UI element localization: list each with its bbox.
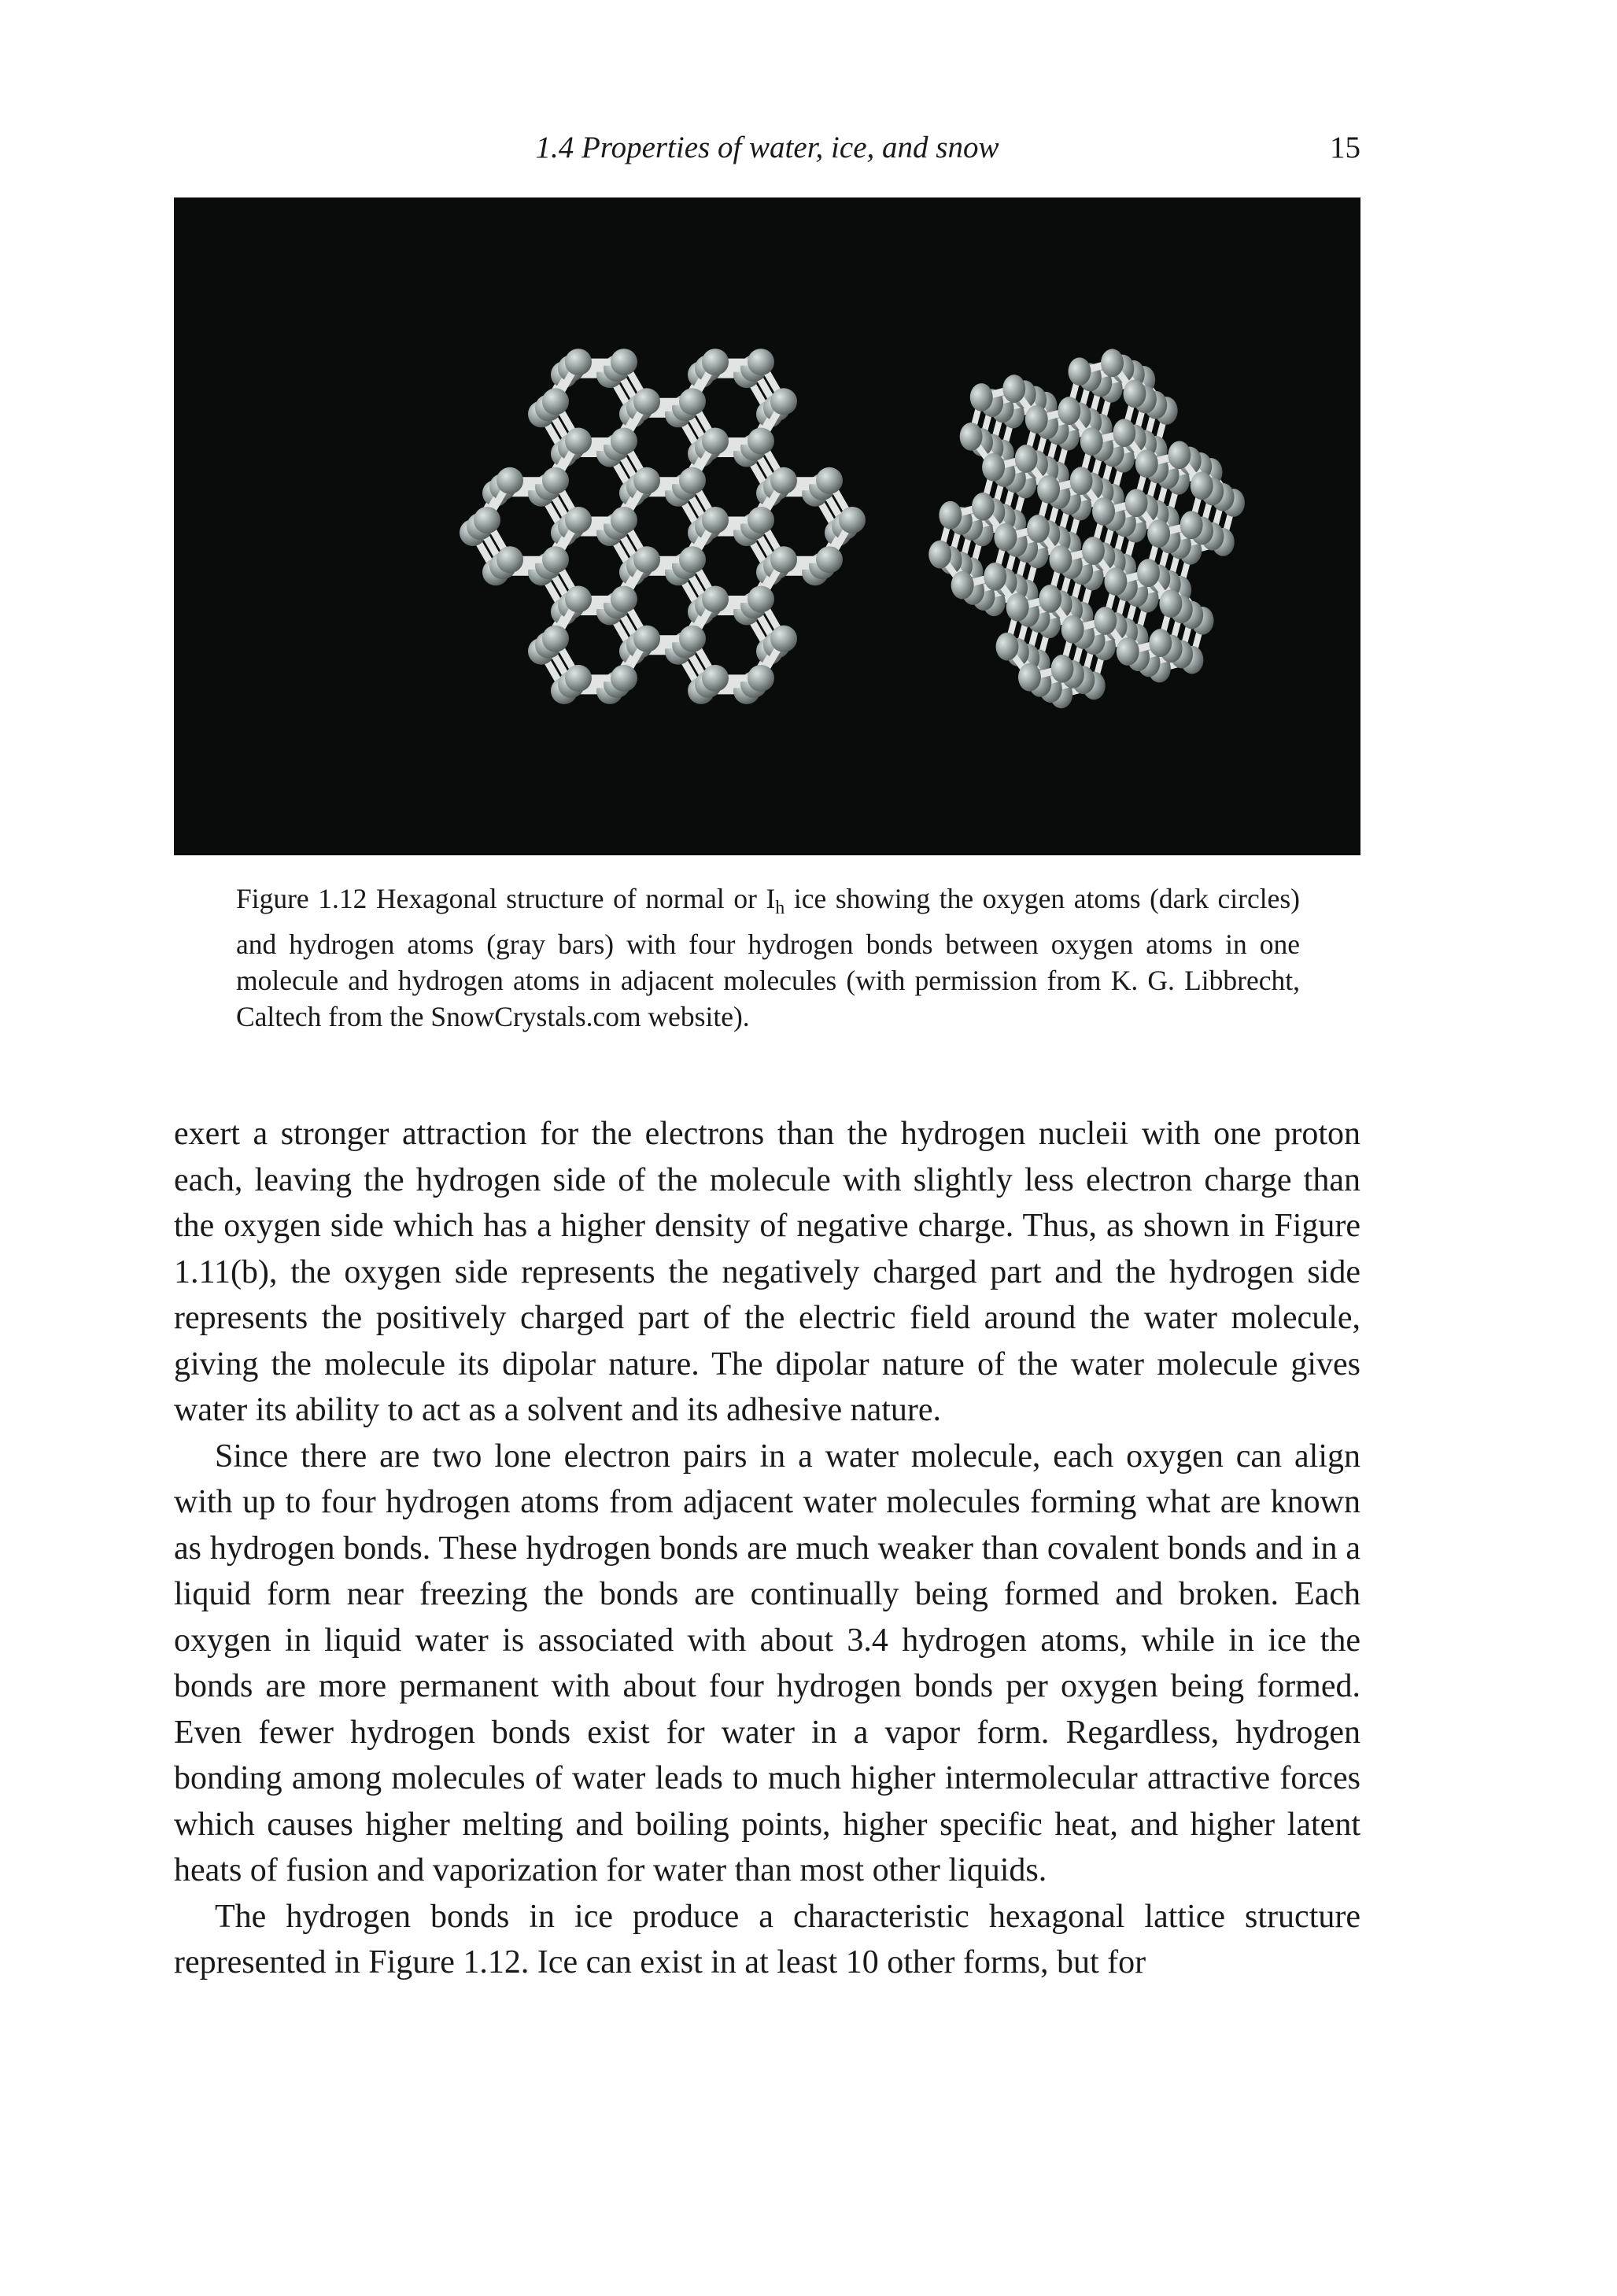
- caption-label: Figure 1.12: [236, 883, 367, 914]
- oxygen-atom: [702, 428, 729, 455]
- oxygen-atom: [679, 388, 706, 415]
- oxygen-atom: [611, 428, 637, 455]
- oxygen-atom: [702, 507, 729, 533]
- page-number: 15: [1330, 131, 1360, 164]
- oxygen-atom: [565, 585, 592, 612]
- oxygen-atom: [497, 467, 523, 494]
- caption-text-end: ice showing the oxygen atoms (dark circles) and hydrogen atoms (gray bars) with four hydrogen bonds between oxygen atoms in one molecule and hydrogen atoms in adjacent molecules (with permission from K. G. Libbrecht, Caltech from the SnowCrystals.com website).: [236, 883, 1301, 1032]
- oxygen-atom: [542, 626, 569, 652]
- oxygen-atom: [748, 349, 774, 375]
- oxygen-atom: [770, 388, 797, 415]
- oxygen-atom: [679, 467, 706, 494]
- paragraph: Since there are two lone electron pairs in a water molecule, each oxygen can align with up to four hydrogen atoms from adjacent water molecules forming what are known as hydrogen bonds. These hydrogen bonds are much weaker than covalent bonds and in a liquid form near freezing the bonds are continually being formed and broken. Each oxygen in liquid water is associated with about 3.4 hydrogen atoms, while in ice the bonds are more permanent with about four hydrogen bonds per oxygen being formed. Even fewer hydrogen bonds exist for water in a vapor form. Regardless, hydrogen bonding among molecules of water leads to much higher intermolecular attractive forces which causes higher melting and boiling points, higher specific heat, and higher latent heats of fusion and vaporization for water than most other liquids.: [174, 1438, 1360, 1888]
- oxygen-atom: [611, 507, 637, 533]
- oxygen-atom: [839, 507, 866, 533]
- ice-lattice-illustration: [174, 197, 1360, 855]
- caption-text-start: Hexagonal structure of normal or I: [375, 883, 776, 914]
- oxygen-atom: [770, 626, 797, 652]
- oxygen-atom: [611, 349, 637, 375]
- running-title: 1.4 Properties of water, ice, and snow: [535, 131, 999, 164]
- oxygen-atom: [633, 626, 660, 652]
- oxygen-atom: [611, 665, 637, 692]
- body-text: [174, 1111, 1360, 1986]
- running-head: [174, 124, 1360, 172]
- oxygen-atom: [565, 507, 592, 533]
- lattice-top-view: [460, 349, 866, 704]
- oxygen-atom: [633, 388, 660, 415]
- oxygen-atom: [679, 546, 706, 573]
- oxygen-atom: [565, 665, 592, 692]
- oxygen-atom: [565, 349, 592, 375]
- oxygen-atom: [542, 388, 569, 415]
- oxygen-atom: [679, 626, 706, 652]
- figure-caption: [236, 880, 1300, 1035]
- oxygen-atom: [770, 467, 797, 494]
- oxygen-atom: [565, 428, 592, 455]
- lattice-side-view: [903, 322, 1271, 735]
- oxygen-atom: [474, 507, 500, 533]
- oxygen-atom: [542, 546, 569, 573]
- ice-lattice-figure: [174, 197, 1360, 855]
- oxygen-atom: [816, 546, 843, 573]
- oxygen-atom: [611, 585, 637, 612]
- oxygen-atom: [748, 585, 774, 612]
- oxygen-atom: [770, 546, 797, 573]
- oxygen-atom: [816, 467, 843, 494]
- oxygen-atom: [748, 428, 774, 455]
- oxygen-atom: [702, 349, 729, 375]
- paragraph: exert a stronger attraction for the electrons than the hydrogen nucleii with one proton each, leaving the hydrogen side of the molecule with slightly less electron charge than the oxygen side which has a higher density of negative charge. Thus, as shown in Figure 1.11(b), the oxygen side represents the negatively charged part and the hydrogen side represents the positively charged part of the electric field around the water molecule, giving the molecule its dipolar nature. The dipolar nature of the water molecule gives water its ability to act as a solvent and its adhesive nature.: [174, 1116, 1360, 1428]
- paragraph: The hydrogen bonds in ice produce a characteristic hexagonal lattice structure represented in Figure 1.12. Ice can exist in at least 10 other forms, but for: [174, 1898, 1360, 1980]
- oxygen-atom: [748, 665, 774, 692]
- oxygen-atom: [702, 585, 729, 612]
- oxygen-atom: [542, 467, 569, 494]
- oxygen-atom: [748, 507, 774, 533]
- oxygen-atom: [497, 546, 523, 573]
- oxygen-atom: [633, 467, 660, 494]
- oxygen-atom: [702, 665, 729, 692]
- caption-subscript: h: [775, 898, 785, 918]
- oxygen-atom: [633, 546, 660, 573]
